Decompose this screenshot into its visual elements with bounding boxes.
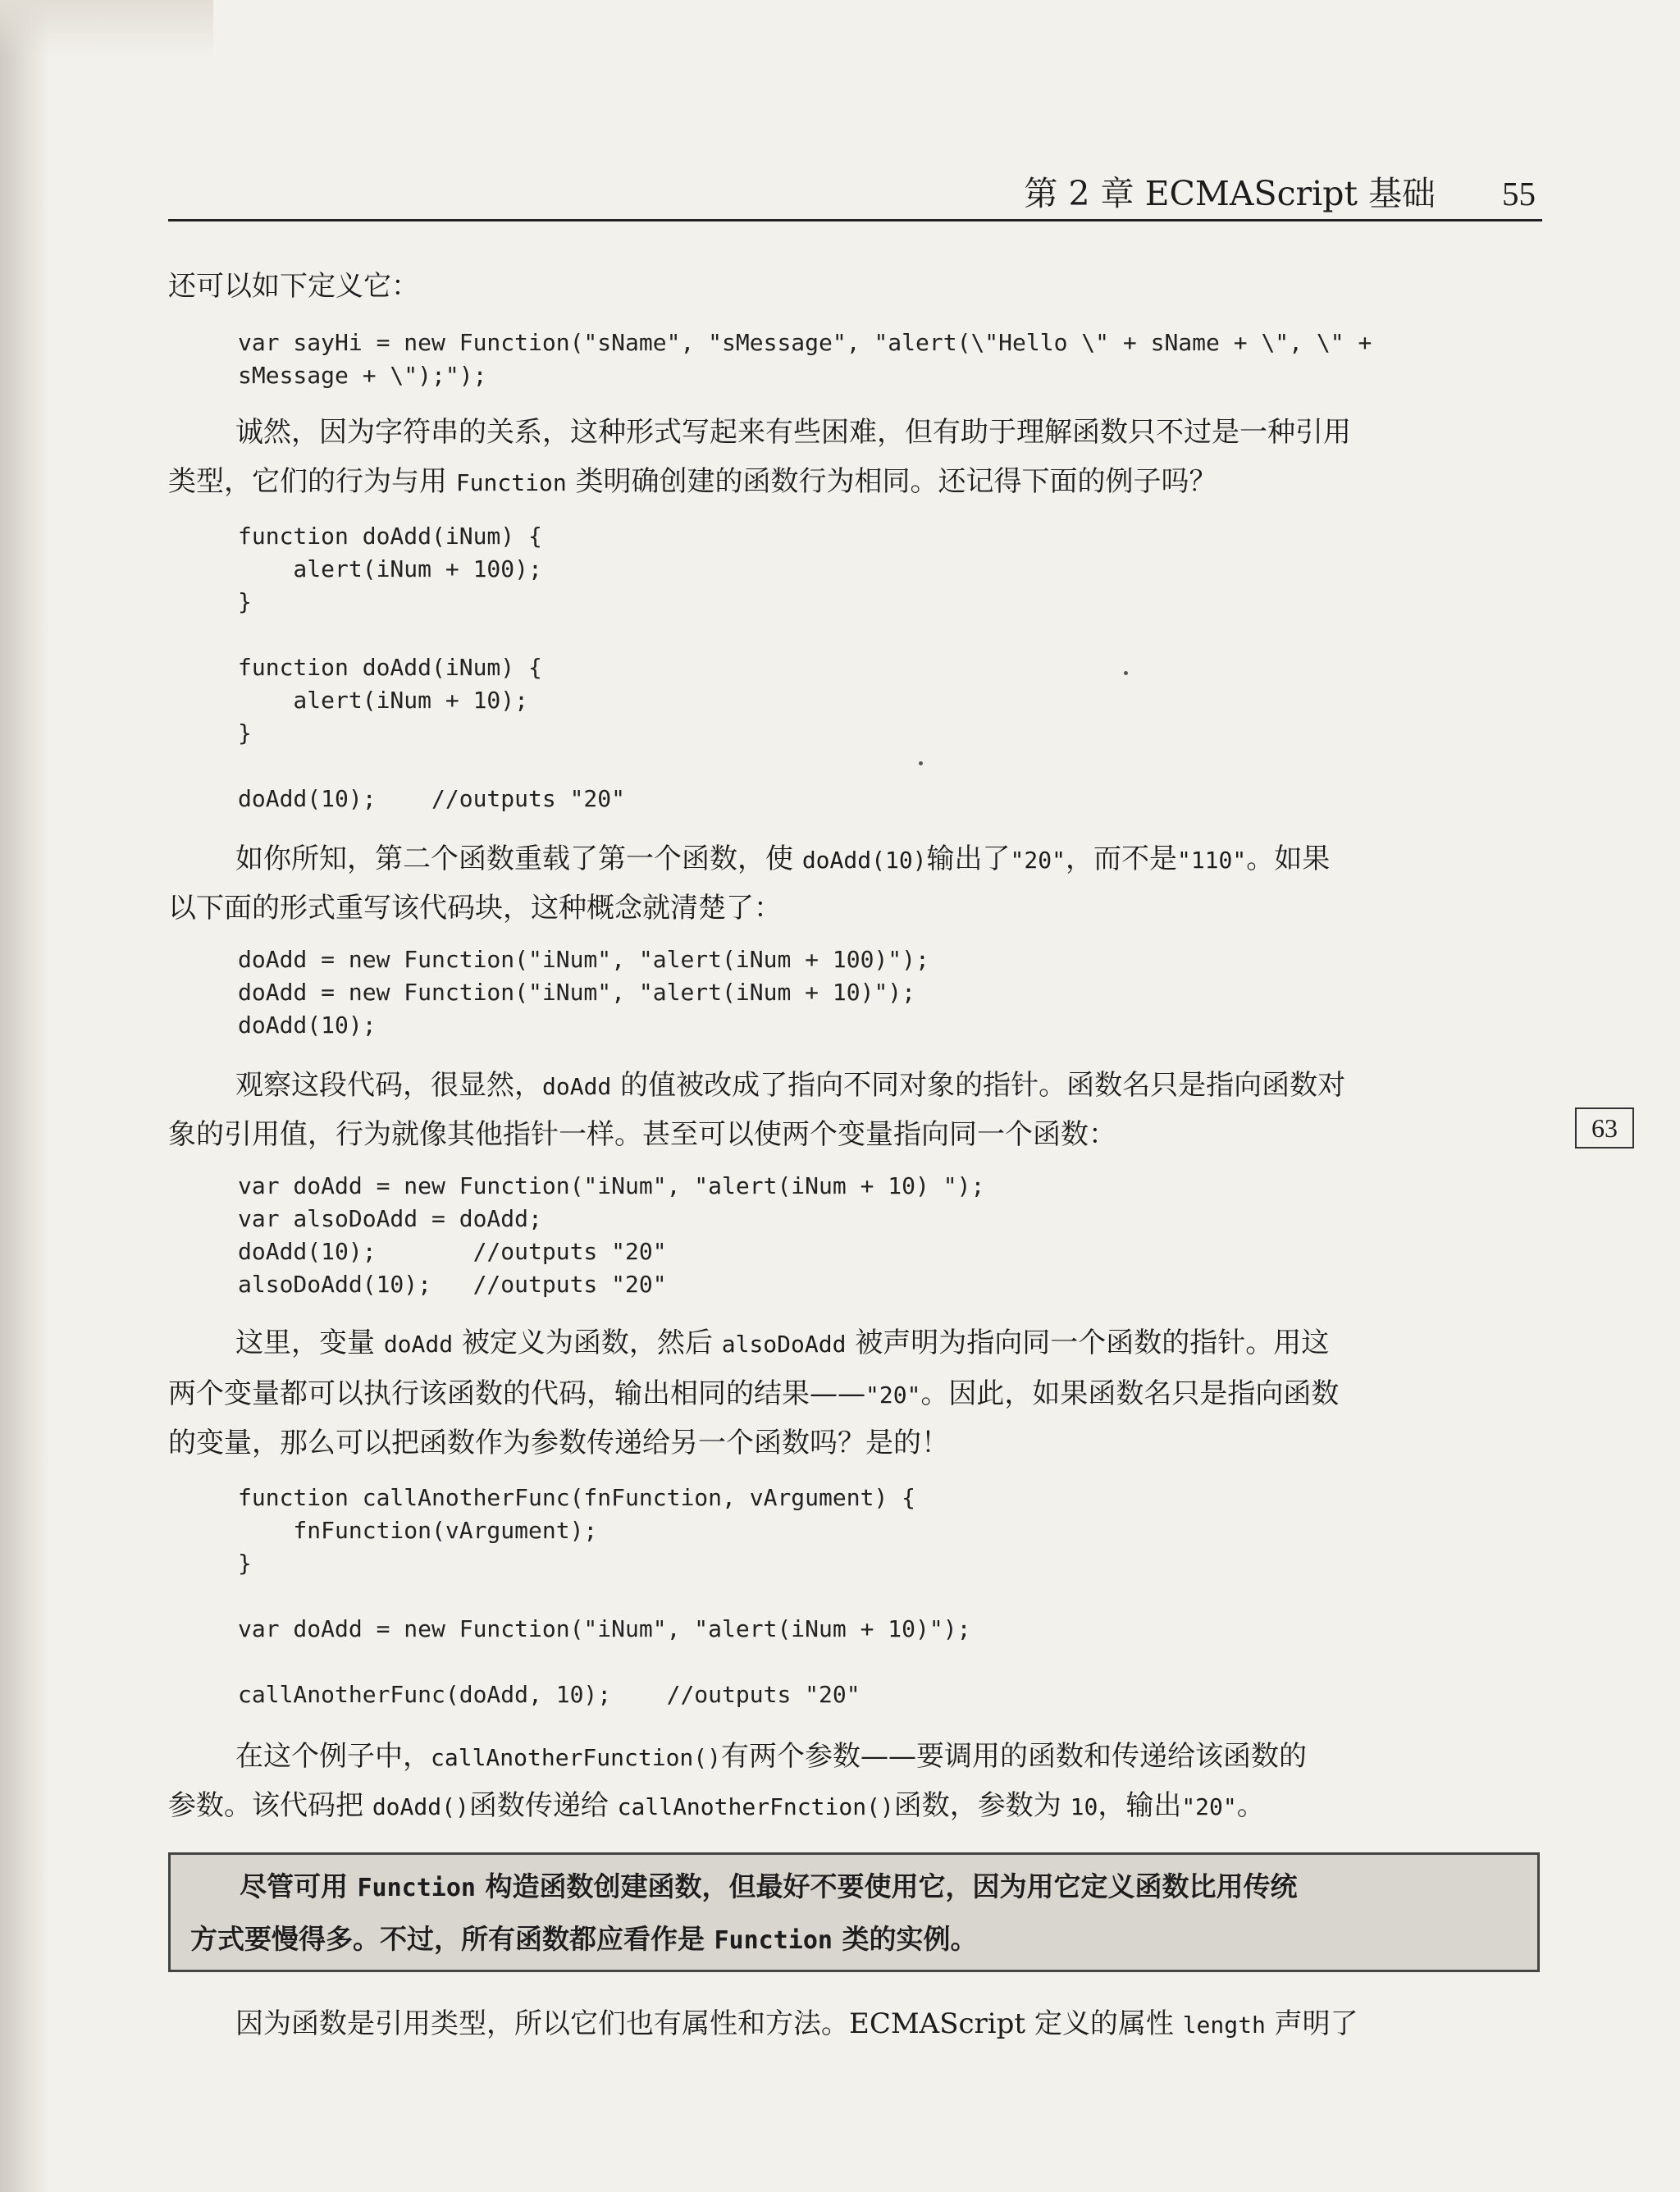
note-box <box>168 1852 1540 1972</box>
code-block: var sayHi = new Function("sName", "sMessage", "alert(\"Hello \" + sName + \", \" + sMessage + \");"); <box>238 329 1372 389</box>
paragraph: 的变量，那么可以把函数作为参数传递给另一个函数吗？是的！ <box>168 1427 949 1459</box>
inline-code: callAnotherFnction() <box>617 1793 894 1820</box>
code-block: function callAnotherFunc(fnFunction, vArgument) { fnFunction(vArgument); } var doAdd = new Function("iNum", "alert(iNum + 10)"); callAnotherFunc(doAdd, 10); //outputs "20" <box>238 1484 971 1708</box>
code-block: var doAdd = new Function("iNum", "alert(iNum + 10) "); var alsoDoAdd = doAdd; doAdd(10); //outputs "20" alsoDoAdd(10); //outputs "20" <box>238 1172 985 1298</box>
inline-code: doAdd(10) <box>801 847 927 874</box>
code-block: doAdd = new Function("iNum", "alert(iNum + 100)"); doAdd = new Function("iNum", "alert(iNum + 10)"); doAdd(10); <box>238 946 929 1039</box>
paragraph: 诚然，因为字符串的关系，这种形式写起来有些困难，但有助于理解函数只不过是一种引用 <box>235 416 1351 449</box>
inline-code: doAdd <box>383 1331 454 1358</box>
page-edge-shadow <box>0 0 49 2192</box>
note-line: 方式要慢得多。不过，所有函数都应看作是 Function 类的实例。 <box>190 1923 978 1955</box>
paper-speck <box>1124 671 1128 675</box>
inline-code: Function <box>455 469 567 496</box>
inline-code: "20" <box>865 1381 921 1409</box>
paragraph: 观察这段代码，很显然，doAdd 的值被改成了指向不同对象的指针。函数名只是指向函数对 <box>235 1069 1346 1102</box>
inline-code: "20" <box>1181 1793 1237 1820</box>
code-block: function doAdd(iNum) { alert(iNum + 100); } function doAdd(iNum) { alert(iNum + 10); } doAdd(10); //outputs "20" <box>238 523 626 812</box>
paragraph: 还可以如下定义它： <box>168 270 419 303</box>
paragraph: 参数。该代码把 doAdd()函数传递给 callAnotherFnction()函数，参数为 10，输出"20"。 <box>168 1789 1265 1822</box>
inline-code: Function <box>714 1926 833 1955</box>
paragraph: 在这个例子中，callAnotherFunction()有两个参数——要调用的函数和传递给该函数的 <box>235 1740 1308 1773</box>
paragraph: 类型，它们的行为与用 Function 类明确创建的函数行为相同。还记得下面的例子吗？ <box>168 465 1217 498</box>
chapter-title: 第 2 章 ECMAScript 基础 <box>1024 174 1436 213</box>
inline-code: doAdd <box>542 1073 612 1100</box>
paper-speck <box>919 761 923 765</box>
inline-code: doAdd() <box>372 1793 469 1820</box>
page-corner-shadow <box>0 0 213 57</box>
paragraph: 这里，变量 doAdd 被定义为函数，然后 alsoDoAdd 被声明为指向同一个函数的指针。用这 <box>235 1327 1330 1359</box>
paragraph: 以下面的形式重写该代码块，这种概念就清楚了： <box>168 892 782 925</box>
page-number: 55 <box>1502 175 1536 212</box>
inline-code: Function <box>357 1874 476 1902</box>
paragraph: 因为函数是引用类型，所以它们也有属性和方法。ECMAScript 定义的属性 length 声明了 <box>235 2007 1358 2040</box>
inline-code: alsoDoAdd <box>721 1331 847 1358</box>
inline-code: "20" <box>1010 847 1066 874</box>
paragraph: 两个变量都可以执行该函数的代码，输出相同的结果——"20"。因此，如果函数名只是指向函数 <box>168 1377 1340 1410</box>
margin-page-reference: 63 <box>1575 1107 1634 1149</box>
inline-code: callAnotherFunction() <box>431 1744 722 1771</box>
inline-code: 10 <box>1070 1793 1098 1820</box>
inline-code: length <box>1182 2012 1266 2039</box>
paragraph: 象的引用值，行为就像其他指针一样。甚至可以使两个变量指向同一个函数： <box>168 1118 1116 1151</box>
running-header <box>168 168 1542 221</box>
paragraph: 如你所知，第二个函数重载了第一个函数，使 doAdd(10)输出了"20"，而不是"110"。如果 <box>235 843 1331 875</box>
note-line: 尽管可用 Function 构造函数创建函数，但最好不要使用它，因为用它定义函数比用传统 <box>240 1870 1298 1902</box>
inline-code: "110" <box>1176 847 1247 874</box>
